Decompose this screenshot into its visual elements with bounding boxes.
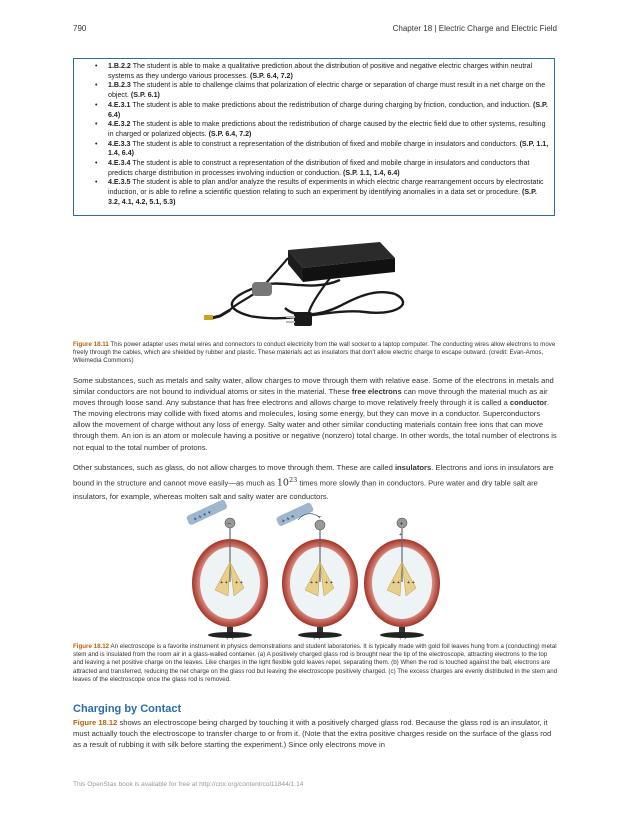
objective-code: 4.E.3.1 [108, 100, 131, 109]
objective-sp: (S.P. 6.4, 7.2) [208, 129, 252, 138]
page-number: 790 [73, 24, 87, 33]
objective-text: The student is able to construct a representation of the distribution of fixed and mobile charge in insulators and conductors. [130, 139, 520, 148]
svg-text:+ +: + + [310, 580, 318, 586]
objective-item [94, 159, 550, 178]
panel-label-b: (b) [313, 633, 321, 640]
adapter-brick [288, 242, 395, 282]
barrel-plug-tip [204, 315, 213, 320]
objective-text: The student is able to challenge claims that polarization of electric charge or separation of charge must result in a net charge on the object. [108, 81, 546, 100]
objective-text: The student is able to make predictions about the redistribution of charge caused by the electric field due to other systems, resulting in charged or polarized objects. [108, 120, 546, 138]
objective-sp: (S.P. 6.1) [130, 91, 160, 100]
section-heading: Charging by Contact [73, 703, 182, 715]
objectives-list [94, 62, 550, 208]
objective-code: 4.E.3.2 [108, 120, 131, 129]
svg-text:+: + [399, 532, 402, 538]
svg-text:+ +: + + [407, 580, 415, 586]
figure-18-12-caption: Figure 18.12 An electroscope is a favorite instrument in physics demonstrations and student laboratories. It is typically made with gold foil leaves hung from a (conducting) metal stem and is insulated from the room air in a glass-walled container. (a) A positively charged glass rod is brought near the tip of the electroscope, attracting electrons to the top and leaving a net positive charge on the leaves. Like charges in the light flexible gold leaves repel, separating them. (b) When the rod is touched against the ball, electrons are attracted and transferred, reducing the net charge on the glass rod but leaving the electroscope positively charged. (c) The excess charges are evenly distributed in the stem and leaves of the electroscope once the glass rod is removed. [73, 643, 558, 683]
objective-item [94, 120, 550, 139]
power-adapter-image [190, 238, 440, 330]
svg-text:+ +: + + [220, 580, 228, 586]
bullet: • [95, 120, 98, 129]
paragraph-charging-by-contact: Figure 18.12 shows an electroscope being charged by touching it with a positively charged glass rod. Because the glass rod is an insulator, it must actually touch the electroscope to transfer charge to or from it. (Note that the extra positive charges reside on the surface of the glass rod as a result of rubbing it with silk before starting the experiment.) Since only electrons move in [73, 718, 552, 750]
chapter-title: Chapter 18 | Electric Charge and Electric Field [392, 24, 557, 33]
ferrite-bead [252, 282, 272, 296]
bullet: • [95, 178, 98, 187]
footer-note: This OpenStax book is available for free at http://cnx.org/content/col11844/1.14 [73, 781, 304, 788]
objective-sp: (S.P. 6.4) [108, 100, 548, 119]
svg-text:+ + +: + + + [280, 513, 296, 526]
svg-text:–: – [227, 521, 231, 528]
objective-sp: (S.P. 1.1, 1.4, 6.4) [343, 168, 400, 177]
bullet: • [95, 139, 98, 148]
figure-18-11-caption: Figure 18.11 This power adapter uses metal wires and connectors to conduct electricity from the wall socket to a laptop computer. The conducting wires allow electrons to move freely through the cables, which are shielded by rubber and plastic. These materials act as insulators that don't allow electric charge to escape outward. (credit: Evan-Amos, Wikimedia Commons) [73, 341, 556, 365]
electroscope-b [276, 502, 358, 638]
objective-code: 4.E.3.3 [108, 139, 131, 148]
objective-item [94, 140, 550, 159]
svg-text:+ +: + + [325, 580, 333, 586]
objective-item [94, 62, 550, 81]
learning-objectives-box [73, 58, 555, 216]
svg-text:+ + + +: + + + + [192, 509, 213, 524]
objective-item [94, 178, 550, 207]
objective-code: 1.B.2.3 [108, 81, 131, 90]
objective-item [94, 101, 550, 120]
objective-sp: (S.P. 6.4, 7.2) [249, 71, 293, 80]
panel-label-c: (c) [399, 633, 407, 640]
electroscope-c [364, 518, 440, 638]
bullet: • [95, 159, 98, 168]
svg-text:+: + [399, 521, 404, 528]
objective-sp: (S.P. 3.2, 4.1, 4.2, 5.1, 5.3) [108, 188, 537, 206]
objective-text: The student is able to plan and/or analyze the results of experiments in which electric charge rearrangement occurs by electrostatic induction, or is able to refine a scientific question relating to such an experiment by identifying anomalies in a data set or procedure. [108, 178, 544, 197]
objective-text: The student is able to construct a representation of the distribution of fixed and mobile charge in insulators and conductors that predicts charge distribution in processes involving induction or conduction. [108, 159, 530, 177]
panel-label-a: (a) [226, 633, 234, 640]
figure-18-12-link[interactable]: Figure 18.12 [73, 718, 118, 727]
objective-item [94, 81, 550, 100]
electroscope-a [186, 500, 268, 638]
paragraph-insulators: Other substances, such as glass, do not allow charges to move through them. These are called insulators. Electrons and ions in insulators are bound in the structure and cannot move easily—as much as $10^{23}$ times more slowly than in conductors. Pure water and dry table salt are insulators, for example, whereas molten salt and salty water are conductors. [73, 463, 554, 501]
electroscope-figure [180, 500, 450, 642]
objective-code: 4.E.3.5 [108, 178, 131, 187]
objective-text: The student is able to make a qualitative prediction about the distribution of positive and negative electric charges within neutral systems as they undergo various processes. [108, 62, 533, 80]
objective-code: 4.E.3.4 [108, 159, 131, 168]
svg-text:–: – [318, 514, 322, 520]
objective-text: The student is able to make predictions about the redistribution of charge during charging by friction, conduction, and induction. [130, 100, 533, 109]
wall-plug [294, 312, 312, 326]
paragraph-conductors: Some substances, such as metals and salty water, allow charges to move through them with relative ease. Some of the electrons in metals and similar conductors are not bound to individual atoms or sites in the material. These free electrons can move through the material much as air moves through loose sand. Any substance that has free electrons and allows charge to move relatively freely through it is called a conductor. The moving electrons may collide with fixed atoms and molecules, losing some energy, but they can move in a conductor. Superconductors allow the movement of charge without any loss of energy. Salty water and other similar conducting materials contain free ions that can move through them. An ion is an atom or molecule having a positive or negative (nonzero) total charge. In other words, the total number of electrons is not equal to the total number of protons. [73, 376, 557, 452]
svg-text:+ +: + + [235, 580, 243, 586]
svg-text:+ +: + + [392, 580, 400, 586]
glass-rod-b [276, 502, 315, 527]
objective-sp: (S.P. 1.1, 1.4, 6.4) [108, 139, 549, 158]
glass-rod-a [186, 500, 228, 526]
bullet: • [95, 81, 98, 90]
bullet: • [95, 100, 98, 109]
bullet: • [95, 62, 98, 70]
objective-code: 1.B.2.2 [108, 62, 131, 70]
